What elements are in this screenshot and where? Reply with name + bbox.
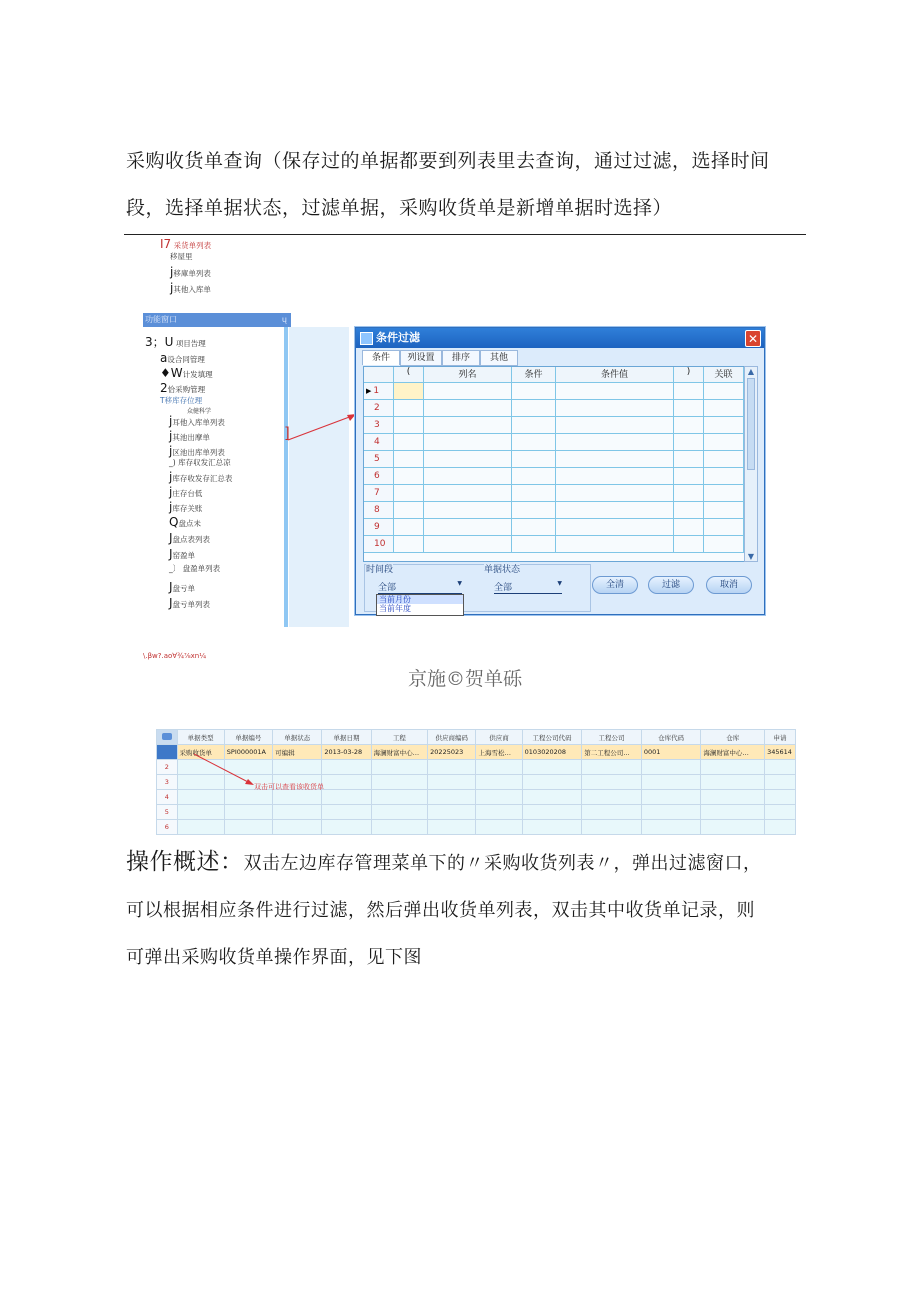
table-cell[interactable] — [177, 820, 224, 835]
function-panel-header: 功能窗口 ų — [143, 313, 291, 327]
col-open-paren: ( — [394, 367, 424, 383]
condition-cell[interactable] — [424, 485, 512, 502]
divider-rule — [124, 234, 806, 235]
condition-row[interactable] — [364, 519, 744, 536]
condition-cell[interactable] — [704, 417, 744, 434]
table-cell[interactable]: 第二工程公司… — [582, 745, 642, 760]
condition-cell[interactable] — [424, 417, 512, 434]
table-cell[interactable] — [582, 775, 642, 790]
tree-item[interactable]: j区池出库单列表 — [169, 444, 225, 458]
row-number: 7 — [364, 485, 394, 502]
condition-cell[interactable] — [512, 519, 556, 536]
table-cell[interactable] — [765, 760, 796, 775]
row-number: 2 — [364, 400, 394, 417]
row-number: 5 — [157, 805, 178, 820]
table-corner[interactable] — [157, 730, 178, 745]
table-cell[interactable] — [476, 805, 522, 820]
row-number: 3 — [364, 417, 394, 434]
table-header-cell[interactable]: 单据状态 — [273, 730, 322, 745]
table-cell[interactable] — [371, 805, 428, 820]
condition-cell[interactable] — [394, 536, 424, 553]
table-cell[interactable] — [371, 790, 428, 805]
chevron-down-icon: ▼ — [557, 580, 562, 587]
double-click-annotation: 双击可以查看该收货单 — [254, 783, 324, 791]
condition-cell[interactable] — [556, 519, 674, 536]
condition-cell[interactable] — [424, 536, 512, 553]
table-cell[interactable] — [701, 760, 765, 775]
table-cell[interactable] — [273, 820, 322, 835]
condition-cell[interactable] — [674, 519, 704, 536]
status-label: 单据状态 — [484, 562, 520, 575]
filter-dialog — [355, 327, 765, 615]
condition-cell[interactable] — [556, 383, 674, 400]
tree-item[interactable]: a设合同管理 — [160, 351, 205, 365]
condition-cell[interactable] — [674, 485, 704, 502]
tree-item[interactable]: j耳他入库单列表 — [169, 414, 225, 428]
tree-item[interactable]: 移屋里 — [170, 252, 193, 261]
condition-cell[interactable] — [424, 468, 512, 485]
condition-cell[interactable] — [704, 383, 744, 400]
table-cell[interactable] — [273, 760, 322, 775]
tab-sort[interactable]: 排序 — [442, 350, 480, 366]
tree-fragment-top — [160, 237, 211, 295]
table-cell[interactable] — [522, 775, 582, 790]
table-cell[interactable] — [428, 805, 476, 820]
tree-item[interactable]: j库存关账 — [169, 500, 203, 514]
condition-row[interactable] — [364, 434, 744, 451]
col-relation: 关联 — [704, 367, 744, 383]
tree-item[interactable]: _〕 盘盈单列表 — [169, 564, 221, 573]
intro-line-2: 段，选择单据状态，过滤单据，采购收货单是新增单据时选择） — [126, 197, 673, 219]
overview-line-1: 操作概述：双击左边库存管理菜单下的〃采购收货列表〃，弹出过滤窗口， — [126, 849, 762, 875]
dialog-app-icon — [360, 332, 373, 345]
table-row[interactable] — [157, 820, 796, 835]
table-cell[interactable] — [476, 790, 522, 805]
table-cell[interactable] — [371, 760, 428, 775]
option-current-year[interactable]: 当前年度 — [379, 604, 411, 613]
condition-cell[interactable] — [556, 485, 674, 502]
table-cell[interactable] — [322, 760, 371, 775]
overview-label: 操作概述： — [126, 849, 244, 875]
col-condition-value: 条件值 — [556, 367, 674, 383]
table-row[interactable] — [157, 790, 796, 805]
condition-cell[interactable] — [394, 434, 424, 451]
row-number: 4 — [157, 790, 178, 805]
table-cell[interactable]: 345614 — [765, 745, 796, 760]
tree-item[interactable]: j其池出摩单 — [169, 429, 210, 443]
condition-cell[interactable] — [704, 434, 744, 451]
condition-row[interactable] — [364, 400, 744, 417]
condition-cell[interactable] — [394, 502, 424, 519]
table-cell[interactable] — [641, 760, 701, 775]
clear-all-button[interactable]: 全清 — [592, 576, 638, 594]
condition-cell[interactable] — [674, 451, 704, 468]
row-number: 10 — [364, 536, 394, 553]
scroll-down-icon[interactable]: ▼ — [747, 552, 755, 561]
overview-line-2: 可以根据相应条件进行过滤，然后弹出收货单列表，双击其中收货单记录，则 — [126, 900, 755, 921]
condition-cell[interactable] — [424, 434, 512, 451]
cancel-button[interactable]: 取消 — [706, 576, 752, 594]
condition-cell[interactable] — [556, 451, 674, 468]
row-number: ▶ 1 — [364, 383, 394, 400]
table-cell[interactable] — [322, 790, 371, 805]
condition-cell[interactable] — [512, 434, 556, 451]
table-cell[interactable] — [273, 805, 322, 820]
tab-column-settings[interactable]: 列设置 — [400, 350, 442, 366]
table-cell[interactable] — [522, 790, 582, 805]
table-cell[interactable] — [765, 805, 796, 820]
tree-item[interactable]: J盘亏单 — [169, 580, 196, 594]
condition-row[interactable] — [364, 536, 744, 553]
table-header-cell[interactable]: 工程公司 — [582, 730, 642, 745]
tree-item[interactable]: J盘点表列表 — [169, 531, 211, 545]
table-row[interactable] — [157, 805, 796, 820]
grid-corner — [364, 367, 394, 383]
table-cell[interactable]: SPI000001A — [224, 745, 272, 760]
scroll-thumb[interactable] — [747, 378, 755, 470]
condition-cell[interactable] — [674, 383, 704, 400]
tree-item[interactable]: ♦W计发填理 — [160, 366, 213, 380]
condition-cell[interactable] — [556, 468, 674, 485]
condition-cell[interactable] — [424, 400, 512, 417]
table-cell[interactable] — [428, 820, 476, 835]
condition-cell[interactable] — [424, 383, 512, 400]
condition-cell[interactable] — [674, 417, 704, 434]
condition-cell[interactable] — [704, 451, 744, 468]
row-number: 6 — [364, 468, 394, 485]
table-cell[interactable] — [641, 805, 701, 820]
figure-caption: 京施©贺单砾 — [408, 668, 523, 690]
condition-cell[interactable] — [556, 536, 674, 553]
tab-other[interactable]: 其他 — [480, 350, 518, 366]
table-cell[interactable] — [476, 775, 522, 790]
tree-item[interactable]: j其他入库单 — [170, 281, 211, 295]
filter-button[interactable]: 过滤 — [648, 576, 694, 594]
grid-header — [364, 367, 744, 383]
tree-item[interactable]: T移库存位理 — [160, 396, 203, 405]
arrow-to-dialog — [286, 410, 358, 444]
condition-cell[interactable] — [394, 519, 424, 536]
tree-item[interactable]: I7 采货单列表 — [160, 237, 212, 251]
time-range-select[interactable]: 全部 ▼ — [378, 580, 462, 593]
tree-item[interactable]: 3；U 项目告理 — [145, 335, 206, 349]
condition-cell[interactable] — [512, 502, 556, 519]
condition-cell[interactable] — [394, 485, 424, 502]
condition-cell[interactable] — [556, 400, 674, 417]
table-header-row — [157, 730, 796, 745]
table-cell[interactable] — [177, 790, 224, 805]
table-header-cell[interactable]: 供应商编码 — [428, 730, 476, 745]
table-cell[interactable]: 海澜财富中心… — [701, 745, 765, 760]
table-header-cell[interactable]: 仓库代码 — [641, 730, 701, 745]
current-row-icon: ▶ — [366, 387, 372, 395]
table-cell[interactable] — [641, 820, 701, 835]
status-select[interactable]: 全部 ▼ — [494, 580, 562, 593]
row-number: 3 — [157, 775, 178, 790]
table-header-cell[interactable]: 工程 — [371, 730, 428, 745]
table-cell[interactable] — [701, 820, 765, 835]
arrow-line — [194, 754, 250, 783]
panel-splitter[interactable] — [284, 327, 288, 627]
condition-cell[interactable] — [556, 434, 674, 451]
condition-cell[interactable] — [394, 468, 424, 485]
time-range-label: 时间段 — [366, 562, 393, 575]
condition-cell[interactable] — [512, 536, 556, 553]
condition-row[interactable] — [364, 485, 744, 502]
table-cell[interactable]: 0103020208 — [522, 745, 582, 760]
table-cell[interactable] — [224, 820, 272, 835]
table-cell[interactable] — [582, 790, 642, 805]
condition-cell[interactable] — [394, 451, 424, 468]
table-header-cell[interactable]: 申请 — [765, 730, 796, 745]
condition-grid — [363, 366, 745, 562]
function-tree — [145, 333, 283, 612]
table-cell[interactable] — [428, 775, 476, 790]
table-cell[interactable] — [765, 820, 796, 835]
condition-row[interactable] — [364, 451, 744, 468]
col-column-name: 列名 — [424, 367, 512, 383]
table-cell[interactable] — [765, 775, 796, 790]
condition-cell[interactable] — [556, 417, 674, 434]
tab-conditions[interactable]: 条件 — [362, 350, 400, 365]
table-cell[interactable] — [641, 775, 701, 790]
condition-cell[interactable] — [512, 417, 556, 434]
row-number: 4 — [364, 434, 394, 451]
condition-cell[interactable] — [512, 400, 556, 417]
condition-cell[interactable] — [512, 468, 556, 485]
condition-cell[interactable] — [704, 468, 744, 485]
condition-cell[interactable] — [556, 502, 674, 519]
panel-gutter — [289, 327, 349, 627]
table-header-cell[interactable]: 单据类型 — [177, 730, 224, 745]
close-icon[interactable]: ✕ — [745, 330, 761, 347]
tree-item[interactable]: _) 库存収发汇总凉 — [169, 458, 231, 467]
row-number: 9 — [364, 519, 394, 536]
row-number: 2 — [157, 760, 178, 775]
table-cell[interactable] — [765, 790, 796, 805]
condition-row[interactable] — [364, 468, 744, 485]
red-marker: ] — [284, 424, 290, 442]
tree-item[interactable]: Q盘点未 — [169, 515, 201, 529]
time-range-dropdown[interactable] — [376, 594, 464, 616]
pin-icon[interactable]: ų — [281, 315, 287, 324]
condition-cell[interactable] — [394, 417, 424, 434]
table-cell[interactable]: 20225023 — [428, 745, 476, 760]
table-cell[interactable]: 海澜财富中心… — [371, 745, 428, 760]
condition-cell[interactable] — [424, 502, 512, 519]
table-cell[interactable] — [641, 790, 701, 805]
table-cell[interactable]: 0001 — [641, 745, 701, 760]
table-header-cell[interactable]: 单据编号 — [224, 730, 272, 745]
condition-row[interactable] — [364, 417, 744, 434]
table-cell[interactable] — [701, 805, 765, 820]
condition-row[interactable] — [364, 502, 744, 519]
row-selected-marker[interactable] — [157, 745, 178, 760]
table-cell[interactable] — [582, 805, 642, 820]
table-cell[interactable] — [476, 760, 522, 775]
table-cell[interactable] — [701, 790, 765, 805]
condition-cell[interactable] — [674, 502, 704, 519]
row-number: 8 — [364, 502, 394, 519]
condition-cell[interactable] — [704, 400, 744, 417]
scroll-up-icon[interactable]: ▲ — [747, 367, 755, 376]
grid-scrollbar[interactable] — [744, 366, 758, 562]
table-cell[interactable]: 采购收货单 — [177, 745, 224, 760]
dialog-title: 条件过滤 — [376, 331, 420, 344]
chevron-down-icon: ▼ — [457, 580, 462, 587]
tree-item[interactable]: j移庫单列表 — [170, 265, 211, 279]
arrow-line — [288, 416, 352, 440]
tree-item[interactable]: J盘亏单列表 — [169, 596, 211, 610]
table-cell[interactable] — [522, 820, 582, 835]
arrow-head — [245, 779, 254, 785]
condition-cell[interactable] — [424, 451, 512, 468]
condition-cell[interactable] — [674, 434, 704, 451]
table-cell[interactable] — [522, 760, 582, 775]
overview-line-3: 可弹出采购收货单操作界面，见下图 — [126, 947, 422, 968]
table-header-cell[interactable]: 仓库 — [701, 730, 765, 745]
table-cell[interactable] — [371, 820, 428, 835]
dialog-title-bar — [356, 328, 764, 348]
condition-cell[interactable] — [704, 519, 744, 536]
tree-item[interactable]: 众健科学 — [187, 408, 212, 415]
tree-item[interactable]: J窑盈单 — [169, 547, 196, 561]
option-current-month[interactable]: 当前月份 — [377, 595, 463, 604]
table-cell[interactable] — [428, 790, 476, 805]
intro-line-1: 采购收货单查询（保存过的单据都要到列表里去查询，通过过滤，选择时间 — [126, 150, 770, 172]
condition-cell[interactable] — [704, 485, 744, 502]
condition-cell[interactable] — [674, 536, 704, 553]
col-close-paren: ) — [674, 367, 704, 383]
condition-cell[interactable] — [674, 468, 704, 485]
table-cell[interactable] — [322, 805, 371, 820]
table-cell[interactable]: 2013-03-28 — [322, 745, 371, 760]
table-header-cell[interactable]: 单据日期 — [322, 730, 371, 745]
table-cell[interactable] — [582, 820, 642, 835]
table-header-cell[interactable]: 供应商 — [476, 730, 522, 745]
table-cell[interactable] — [224, 805, 272, 820]
row-number: 5 — [364, 451, 394, 468]
col-condition: 条件 — [512, 367, 556, 383]
grid-body — [364, 383, 744, 553]
double-click-arrow — [190, 752, 260, 788]
list-menu-icon[interactable] — [162, 733, 172, 740]
table-cell[interactable] — [522, 805, 582, 820]
condition-cell[interactable] — [512, 485, 556, 502]
row-number: 6 — [157, 820, 178, 835]
table-cell[interactable] — [371, 775, 428, 790]
condition-cell[interactable] — [394, 400, 424, 417]
tree-item[interactable]: j庄存台低 — [169, 485, 203, 499]
table-cell[interactable] — [177, 805, 224, 820]
condition-cell[interactable] — [512, 451, 556, 468]
table-cell[interactable] — [582, 760, 642, 775]
table-cell[interactable] — [428, 760, 476, 775]
tree-item[interactable]: j库存收发存汇总表 — [169, 470, 233, 484]
condition-cell[interactable] — [394, 383, 424, 400]
condition-cell[interactable] — [424, 519, 512, 536]
footer-note: \.βw?.ao∀¾⅞xn¼ — [143, 652, 207, 660]
table-cell[interactable]: 上海雪松… — [476, 745, 522, 760]
table-header-cell[interactable]: 工程公司代码 — [522, 730, 582, 745]
condition-cell[interactable] — [512, 383, 556, 400]
tree-item[interactable]: 2恰采购管理 — [160, 381, 206, 395]
table-cell[interactable] — [322, 820, 371, 835]
condition-cell[interactable] — [674, 400, 704, 417]
table-cell[interactable]: 可编辑 — [273, 745, 322, 760]
table-cell[interactable] — [476, 820, 522, 835]
condition-row[interactable] — [364, 383, 744, 400]
table-cell[interactable] — [701, 775, 765, 790]
table-cell[interactable] — [322, 775, 371, 790]
condition-cell[interactable] — [704, 502, 744, 519]
condition-cell[interactable] — [704, 536, 744, 553]
